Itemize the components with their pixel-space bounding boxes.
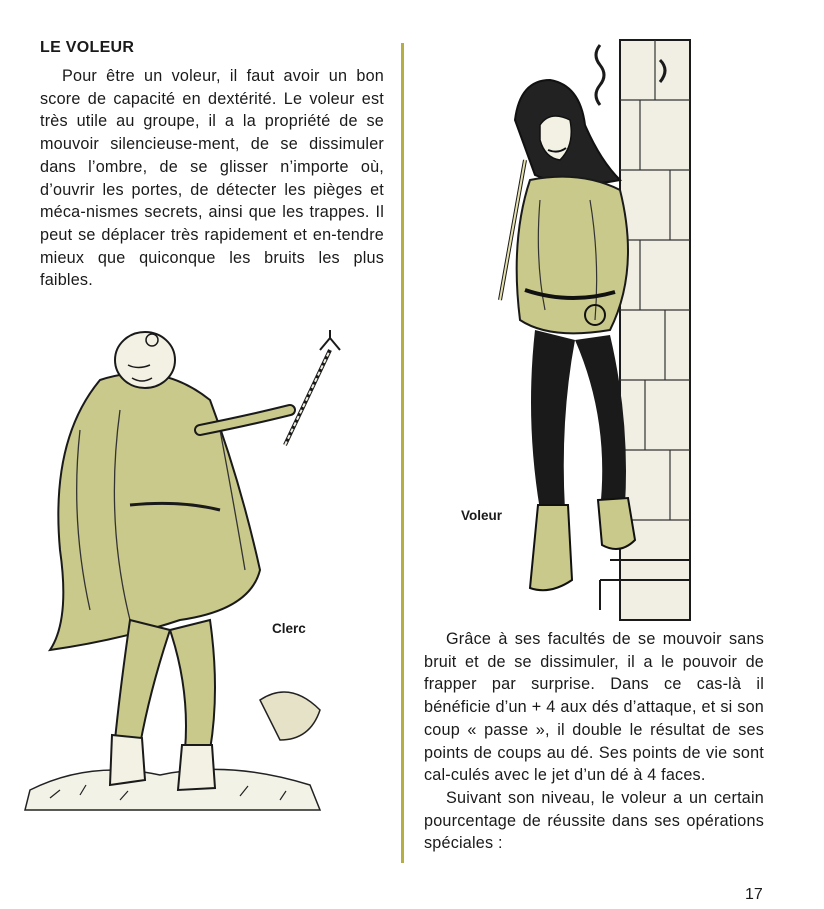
paragraph-text: Pour être un voleur, il faut avoir un bon score de capacité en dextérité. Le voleur est très utile au groupe, il a la propriété de se mouvoir silencieuse-ment, de se dissimuler dans l’ombre, de se glisser n’importe où, d’ouvrir les portes, de détecter les pièges et méca-nismes secrets, ainsi que les trappes. Il peut se déplacer très rapidement et en-tendre mieux que quiconque les bruits les plus faibles. (40, 67, 384, 290)
clerc-illustration (10, 320, 350, 820)
voleur-caption: Voleur (461, 508, 503, 523)
page-number: 17 (745, 886, 763, 903)
section-heading: LE VOLEUR (40, 39, 135, 56)
intro-paragraph (40, 65, 384, 292)
voleur-illustration (490, 40, 730, 620)
clerc-caption: Clerc (272, 621, 306, 636)
paragraph-text: Grâce à ses facultés de se mouvoir sans bruit et de se dissimuler, il a le pouvoir de frapper par surprise. Dans ce cas-là il bénéficie d’un + 4 aux dés d’attaque, et si son coup « passe », il double le résultat de ses points de coups au dé. Ses points de vie sont cal-culés avec le jet d’un dé à 4 faces. (424, 630, 764, 785)
ability-paragraphs (424, 628, 764, 855)
column-divider (401, 43, 404, 863)
paragraph-text: Suivant son niveau, le voleur a un certain pourcentage de réussite dans ses opérations spéciales : (424, 788, 764, 853)
